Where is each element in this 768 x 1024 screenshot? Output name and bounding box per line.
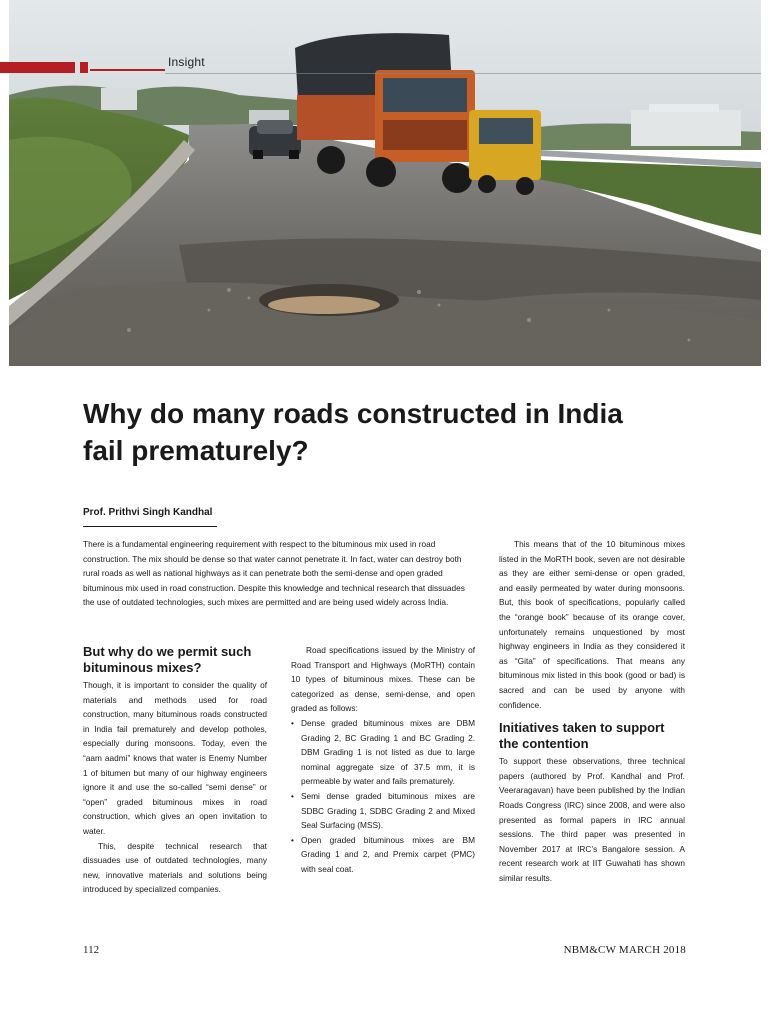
list-item: • Open graded bituminous mixes are BM Grading 1 and 2, and Premix carpet (PMC) with seal coat. <box>291 833 475 877</box>
section-tag-line <box>90 69 165 71</box>
column-3-paragraph-2: To support these observations, three technical papers (authored by Prof. Kandhal and Prof. Veeraragavan) have been published by the Indian Roads Congress (IRC) since 2008, and were also presented as formal papers in IRC annual sessions. The third paper was presented in November 2017 at IRC’s Bangalore session. A recent research work at IIT Guwahati has shown similar results. <box>499 756 685 883</box>
author-underline <box>83 526 217 527</box>
column-3-subhead: Initiatives taken to support the contention <box>499 720 665 752</box>
column-2 <box>291 643 475 877</box>
section-tag-bar <box>0 62 75 73</box>
mix-type-list <box>291 716 475 877</box>
issue-label: NBM&CW MARCH 2018 <box>563 944 686 956</box>
column-2-paragraph-1: Road specifications issued by the Ministry of Road Transport and Highways (MoRTH) contain 10 types of bituminous mixes. These can be categorized as dense, semi-dense, and open graded as follows: <box>291 645 475 714</box>
column-1-paragraph-2: This, despite technical research that dissuades use of outdated technologies, many new, innovative materials and solutions being introduced by specialized companies. <box>83 840 267 895</box>
section-label: Insight <box>168 55 205 69</box>
article-headline: Why do many roads constructed in India fail prematurely? <box>83 398 623 466</box>
author-byline: Prof. Prithvi Singh Kandhal <box>83 507 213 518</box>
list-item: • Semi dense graded bituminous mixes are SDBC Grading 1, SDBC Grading 2 and Mixed Seal Surfacing (MSS). <box>291 789 475 833</box>
list-item: • Dense graded bituminous mixes are DBM Grading 2, BC Grading 1 and BC Grading 2. DBM Grading 1 is not listed as due to large nominal aggregate size of 37.5 mm, it is permeable by water and fails prematurely. <box>291 716 475 789</box>
road-pothole-illustration <box>9 0 761 366</box>
column-1 <box>83 644 267 897</box>
intro-paragraph: There is a fundamental engineering requirement with respect to the bituminous mix used in road construction. The mix should be dense so that water cannot penetrate it. In fact, water can destroy both rural roads as well as national highways as it can penetrate both the semi-dense and open graded bituminous mix used in road construction. Despite this knowledge and technical research that dissuades the use of outdated technologies, such mixes are permitted and are being used widely across India. <box>83 539 465 608</box>
column-1-paragraph-1: Though, it is important to consider the quality of materials and methods used for road construction, many bituminous roads constructed in India fail prematurely and develop potholes, especially during monsoons. Today, even the “aam aadmi” knows that water is Enemy Number 1 of bitumen but many of our highway engineers ignore it and use the so-called “semi dense” or “open” graded bituminous mixes in road construction, which gives an open invitation to water. <box>83 680 267 836</box>
section-rule <box>165 73 761 74</box>
hero-photo <box>9 0 761 366</box>
column-3-paragraph-1: This means that of the 10 bituminous mixes listed in the MoRTH book, seven are not desirable as they are either semi-dense or open graded, and easily permeated by water during monsoons. But, this book of specifications, popularly called the “orange book” because of its orange cover, unfortunately remains unquestioned by most highway engineers in India as they considered it as “Gita” of specifications. That means any bituminous mix listed in this book (good or bad) is sacred and can be used by anyone with confidence. <box>499 539 685 710</box>
section-tag-bar-small <box>80 62 88 73</box>
column-3 <box>499 537 685 885</box>
truck-shape <box>295 33 475 193</box>
page-number: 112 <box>83 944 100 956</box>
column-1-subhead: But why do we permit such bituminous mixes? <box>83 644 252 675</box>
